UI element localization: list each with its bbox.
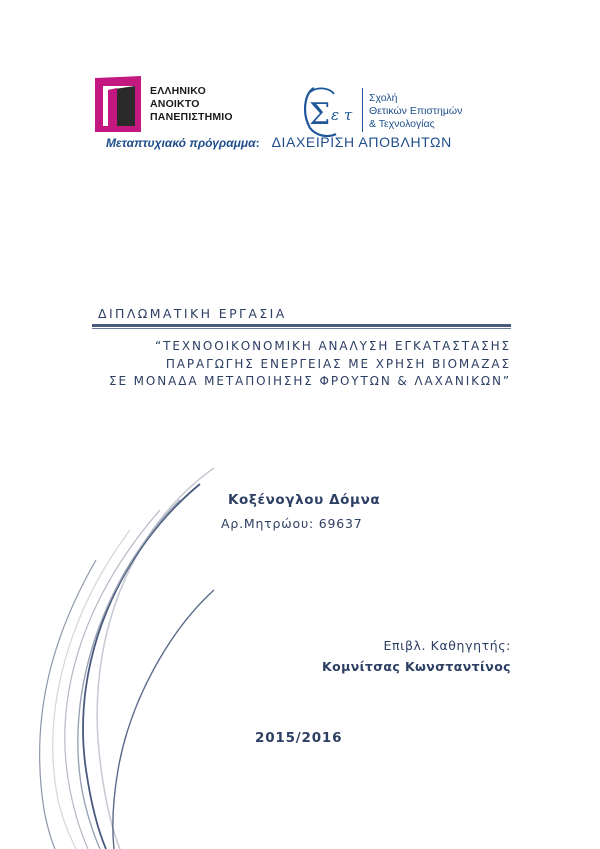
registration-number: Αρ.Μητρώου: 69637 xyxy=(221,516,363,531)
school-logo-mark-icon xyxy=(300,84,360,138)
eap-logo-line-1: ΕΛΛΗΝΙΚΟ xyxy=(150,85,206,97)
supervisor-label: Επιβλ. Καθηγητής: xyxy=(383,638,511,653)
thesis-type-heading: ΔΙΠΛΩΜΑΤΙΚΗ ΕΡΓΑΣΙΑ xyxy=(98,306,287,321)
school-logo-line-1: Σχολή xyxy=(369,92,398,104)
school-logo-letters: ε τ xyxy=(331,106,353,124)
program-name: ΔΙΑΧΕΙΡΙΣΗ ΑΠΟΒΛΗΤΩΝ xyxy=(271,134,452,150)
eap-logo xyxy=(95,76,245,132)
title-rule xyxy=(92,324,511,327)
school-logo-line-2: Θετικών Επιστημών xyxy=(369,105,463,117)
school-logo-sigma: Σ xyxy=(309,97,331,132)
title-rule-thin xyxy=(92,328,511,329)
program-label: Μεταπτυχιακό πρόγραμμα xyxy=(106,136,256,150)
eap-logo-line-3: ΠΑΝΕΠΙΣΤΗΜΙΟ xyxy=(150,111,233,123)
eap-logo-line-2: ΑΝΟΙΚΤΟ xyxy=(150,98,200,110)
school-logo xyxy=(300,84,520,140)
program-colon: : xyxy=(255,136,260,150)
supervisor-name: Κομνίτσας Κωνσταντίνος xyxy=(322,659,511,674)
school-logo-line-3: & Τεχνολογίας xyxy=(369,118,435,130)
thesis-title-line-2: ΠΑΡΑΓΩΓΗΣ ΕΝΕΡΓΕΙΑΣ ΜΕ ΧΡΗΣΗ ΒΙΟΜΑΖΑΣ xyxy=(165,356,511,371)
thesis-title-line-3: ΣΕ ΜΟΝΑΔΑ ΜΕΤΑΠΟΙΗΣΗΣ ΦΡΟΥΤΩΝ & ΛΑΧΑΝΙΚΩΝ” xyxy=(108,374,511,388)
school-logo-divider xyxy=(362,88,363,132)
author-name: Κοξένογλου Δόμνα xyxy=(228,492,381,508)
thesis-title xyxy=(92,338,511,391)
program-line xyxy=(106,134,452,152)
academic-year: 2015/2016 xyxy=(255,730,343,746)
thesis-title-line-1: “ΤΕΧΝΟΟΙΚΟΝΟΜΙΚΗ ΑΝΑΛΥΣΗ ΕΓΚΑΤΑΣΤΑΣΗΣ xyxy=(155,339,511,353)
eap-logo-mark-icon xyxy=(95,76,141,132)
